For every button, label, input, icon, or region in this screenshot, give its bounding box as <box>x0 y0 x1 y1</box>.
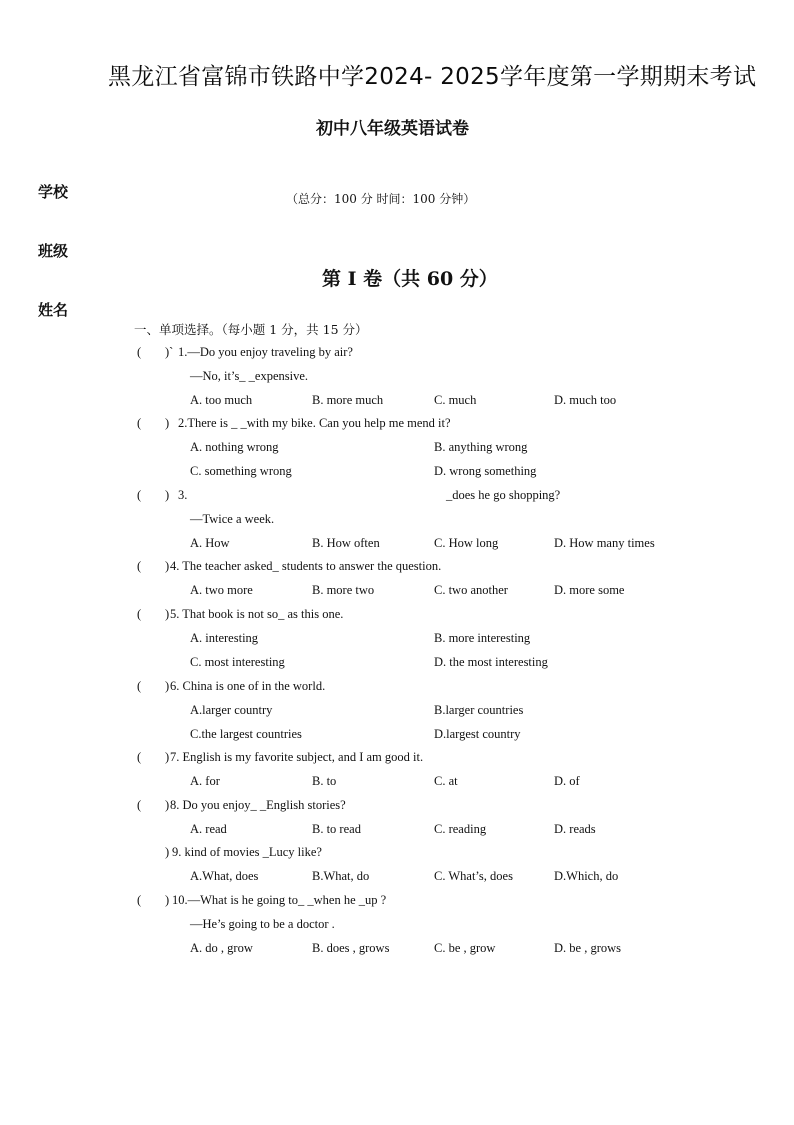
answer-paren-close: )` <box>165 345 174 359</box>
answer-paren: ( <box>137 750 142 764</box>
option-c: C. be , grow <box>434 941 496 955</box>
answer-paren-close: ) <box>165 893 170 907</box>
answer-paren: ( <box>137 607 142 621</box>
answer-paren: ( <box>137 798 142 812</box>
question-stem: 1.—Do you enjoy traveling by air? <box>178 345 353 359</box>
option-a: A. do , grow <box>190 941 253 955</box>
answer-paren-close: ) <box>165 607 170 621</box>
question-stem: 5. That book is not so_ as this one. <box>170 607 344 621</box>
section-title: 一、单项选择。（每小题 1 分，共 15 分） <box>134 322 368 337</box>
question-stem: 3. <box>178 488 188 502</box>
option-a: A. interesting <box>190 631 259 645</box>
option-a: A. two more <box>190 583 253 597</box>
option-a: A. too much <box>190 393 253 407</box>
option-c: C. reading <box>434 822 487 836</box>
option-b: B. more much <box>312 393 384 407</box>
option-b: B. does , grows <box>312 941 390 955</box>
option-d: D. much too <box>554 393 617 407</box>
option-d: D.Which, do <box>554 869 619 883</box>
score-time-info: （总分：100 分 时间：100 分钟） <box>286 192 476 206</box>
option-b: B.What, do <box>312 869 370 883</box>
option-d: D. of <box>554 774 580 788</box>
option-a: A. How <box>190 536 230 550</box>
volume-heading: 第 Ⅰ 卷（共 60 分） <box>322 268 498 290</box>
option-d: D. the most interesting <box>434 655 548 669</box>
option-a: A. read <box>190 822 227 836</box>
option-c: C. something wrong <box>190 464 292 478</box>
question-extra: —Twice a week. <box>190 512 275 526</box>
answer-paren: ( <box>137 488 142 502</box>
option-a: A. for <box>190 774 220 788</box>
option-a: A.What, does <box>190 869 259 883</box>
answer-paren: ( <box>137 559 142 573</box>
answer-paren-close: ) <box>165 798 170 812</box>
question-extra: —No, it’s_ _expensive. <box>190 369 309 383</box>
option-a: A. nothing wrong <box>190 440 279 454</box>
question-stem: 6. China is one of in the world. <box>170 679 326 693</box>
answer-paren-close: ) <box>165 416 170 430</box>
option-c: C. much <box>434 393 477 407</box>
answer-paren-close: ) <box>165 488 170 502</box>
name-label: 姓名 <box>38 301 69 319</box>
exam-title: 黑龙江省富锦市铁路中学2024- 2025学年度第一学期期末考试 <box>108 64 757 90</box>
answer-paren-close: ) <box>165 845 170 859</box>
answer-paren: ( <box>137 345 142 359</box>
option-b: B. How often <box>312 536 380 550</box>
answer-paren: ( <box>137 679 142 693</box>
question-stem: 2.There is _ _with my bike. Can you help me mend it? <box>178 416 451 430</box>
question-extra: —He’s going to be a doctor . <box>190 917 335 931</box>
option-d: D. wrong something <box>434 464 537 478</box>
option-b: B. to <box>312 774 337 788</box>
answer-paren-close: ) <box>165 750 170 764</box>
option-c: C. two another <box>434 583 508 597</box>
answer-paren: ( <box>137 893 142 907</box>
option-c: C. How long <box>434 536 499 550</box>
option-b: B. more two <box>312 583 375 597</box>
option-c: C.the largest countries <box>190 727 302 741</box>
question-stem: 8. Do you enjoy_ _English stories? <box>170 798 346 812</box>
option-b: B. more interesting <box>434 631 531 645</box>
question-stem: 10.—What is he going to_ _when he _up ? <box>172 893 387 907</box>
exam-subtitle: 初中八年级英语试卷 <box>316 119 469 139</box>
answer-paren-close: ) <box>165 679 170 693</box>
option-b: B. anything wrong <box>434 440 528 454</box>
option-d: D. How many times <box>554 536 655 550</box>
option-c: C. at <box>434 774 458 788</box>
option-d: D.largest country <box>434 727 521 741</box>
option-d: D. more some <box>554 583 625 597</box>
option-b: B.larger countries <box>434 703 524 717</box>
option-c: C. most interesting <box>190 655 285 669</box>
question-stem: 4. The teacher asked_ students to answer the question. <box>170 559 442 573</box>
question-stem: 9. kind of movies _Lucy like? <box>172 845 322 859</box>
question-stem-end: _does he go shopping? <box>446 488 561 502</box>
option-a: A.larger country <box>190 703 273 717</box>
option-b: B. to read <box>312 822 361 836</box>
option-c: C. What’s, does <box>434 869 513 883</box>
class-label: 班级 <box>38 242 69 260</box>
option-d: D. be , grows <box>554 941 622 955</box>
school-label: 学校 <box>38 183 69 201</box>
question-stem: 7. English is my favorite subject, and I am good it. <box>170 750 424 764</box>
answer-paren-close: ) <box>165 559 170 573</box>
answer-paren: ( <box>137 416 142 430</box>
option-d: D. reads <box>554 822 596 836</box>
